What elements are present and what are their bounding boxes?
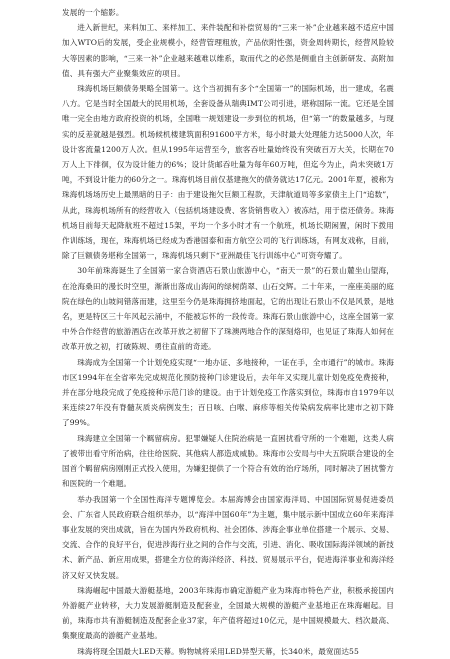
paragraph: 进入新世纪，来料加工、来样加工、来件装配和补偿贸易的“三来一补”企业越来越不适应中国加入WTO后的发展，受企业规模小，经营管理粗放，产品依附性强，资金周转期长，经营风险较大等因素的影响，“三来一补”企业越来越难以维系，取而代之的必然是侧重自主创新研发、高附加值、具有强大产业聚集效应的项目。 (62, 23, 394, 78)
paragraph: 珠海建立全国第一个羁留病房。犯罪嫌疑人住院治病是一直困扰看守所的一个难题，这类人病了被带出看守所治病，往往给医院、其他病人都造成威胁。珠海市公安局与中大五院联合建设的全国首个羁留病房刚刚正式投入使用，为嫌犯提供了一个符合有效的治疗场所，同时解决了困扰警方和医院的一个难题。 (62, 433, 394, 489)
paragraph: 珠海机场巨额债务果略全国第一。这个当初拥有多个“全国第一”的国际机场，出一建成，名震八方。它是当时全国最大的民用机场，全套设备从瑞典IMT公司引进，堪称国际一流。它还是全国唯一完全由地方政府投资的机场，全国唯一规划建设一步到位的机场，但“第一”的数量越多，与现实的反差就越是强烈。机场候机楼建筑面积91600平方米，每小时最大处理能力达5000人次，年设计客流量1200万人次。但从1995年运营至今，旅客吞吐量始终没有突破百万大关，长期在70万人上下徘徊，仅为设计能力的6%；设计货邮吞吐量为每年60万吨，但迄今为止，尚未突破1万吨，不到设计能力的60分之一。珠海机场目前仅基建拖欠的债务就达17亿元。2001年夏，被称为珠海机场场历史上最黑暗的日子：由于建设拖欠巨额工程款，天津航道局等多家债主上门“追数”，从此，珠海机场所有的经营收入（包括机场建设费、客货销售收入）被冻结，用于偿还债务。珠海机场目前每天起降航班不超过15架，平均一个多小时才有一个航班，机场长期闲置，闲时下拨用作训练场，现在，珠海机场已经成为香港国泰和南方航空公司的飞行训练场，有网友戏称，目前，除了巨额债务堪称全国第一，珠海机场只剩下“亚洲最佳飞行训练中心”可资夸耀了。 (62, 84, 394, 261)
paragraph: 发展的一个缩影。 (62, 8, 124, 17)
paragraph: 珠海崛起中国最大游艇基地，2003年珠海市确定游艇产业为珠海市特色产业，积极承接国内外游艇产业转移，大力发展游艇制造及配套业，全国最大规模的游艇产业基地正在珠海崛起。目前，珠海市共有游艇制造及配套企业37家，年产值将超过10亿元，是中国规模最大、档次最高、集聚度最高的游艇产业基地。 (62, 585, 394, 641)
paragraph: 珠海将现全国最大LED天幕。购物城将采用LED异型天幕，长340米，最宽面达55 (77, 646, 359, 656)
paragraph: 30年前珠海诞生了全国第一家合资酒店石景山旅游中心，“南天一景”的石景山麓坐山望海，在沧海桑田的漫长时空里，渐渐出落成山海间的绿树荫翠、山石交辉。二十年来，一座座美丽的庭院在绿色的山坡间错落而建，这里至今仍是珠海拥挤地面起，它的出现让石景山不仅是风景，是地名，更是特区三十年风起云涌中，不能被忘怀的一段传奇。珠海石景山旅游中心，这座全国第一家中外合作经营的旅游酒店在改革开放之初留下了珠澳两地合作的深刻烙印，也见证了珠海人如何在改革开放之初，打破陈规、勇往直前的奇迹。 (62, 266, 394, 352)
paragraph: 举办我国第一个全国性海洋专题博览会。本届海博会由国家海洋局、中国国际贸易促进委员会、广东省人民政府联合组织举办，以“海洋中国60年”为主题，集中展示新中国成立60年来海洋事业发展的突出成就，旨在为国内外政府机构、社会团体、涉海企事业单位搭建一个展示、交易、交流、合作的良好平台，促进涉海行业之间的合作与交流，引进、消化、吸收国际海洋领域的新技术、新产品、新应用成果，搭建全方位的海洋经济、科技、贸易展示平台，促进海洋事业和海洋经济又好又快发展。 (62, 494, 394, 580)
paragraph: 珠海成为全国第一个计划免疫实现“一地办证、多地接种，一证在手，全市通行”的城市。珠海市区1994年在全省率先完成规范化预防接种门诊建设后，去年年又实现儿童计划免疫免费接种，并在部分地段完成了免疫接种示范门诊的建设。由于计划免疫工作落实到位，珠海市自1979年以来连续27年没有脊髓灰质炎病例发生；百日咳、白喉、麻疹等相关传染病发病率比建市之初下降了99%。 (62, 357, 394, 428)
